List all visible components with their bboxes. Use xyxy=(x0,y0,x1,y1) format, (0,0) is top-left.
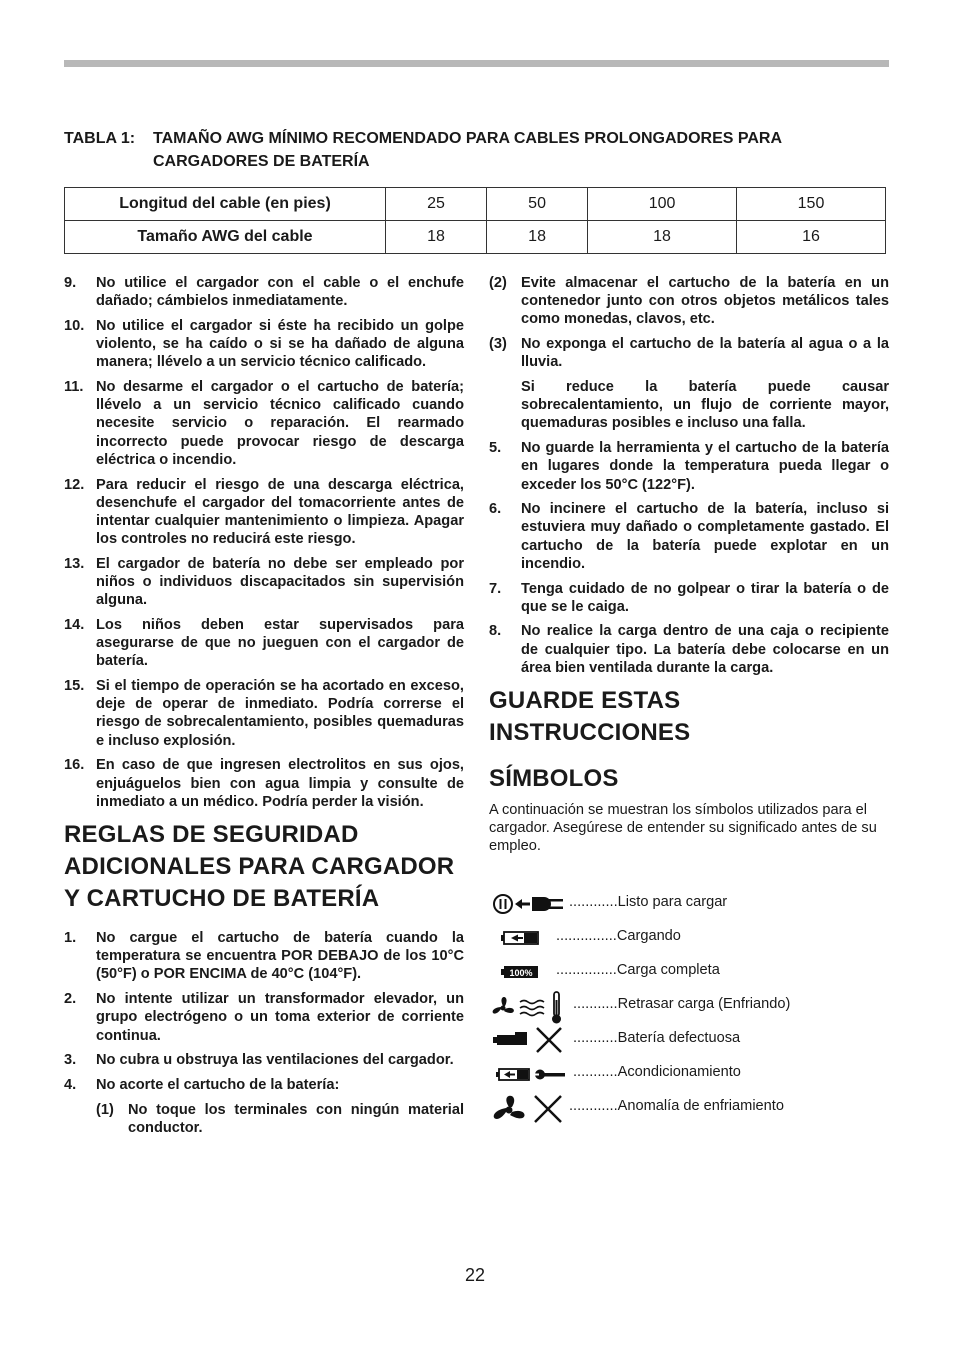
symbol-label: ...........Batería defectuosa xyxy=(573,1030,741,1046)
item-number: 11. xyxy=(64,379,84,396)
symbols-intro: A continuación se muestran los símbolos utilizados para el cargador. Asegúrese de entender su significado antes de su empleo. xyxy=(489,802,877,855)
table-cell: 25 xyxy=(386,188,487,221)
table-cell: 150 xyxy=(737,188,886,221)
list-item xyxy=(64,677,464,750)
table-cell: 18 xyxy=(386,221,487,254)
ready-to-charge-icon xyxy=(489,888,569,918)
item-text: No utilice el cargador si éste ha recibido un golpe violento, se ha caído o si se ha dañado de alguna manera; llévelo a un servicio técnico calificado. xyxy=(96,317,464,371)
item-text: No utilice el cargador con el cable o el enchufe dañado; cámbielos inmediatamente. xyxy=(96,275,464,310)
page-number: 22 xyxy=(465,1265,486,1285)
item-number: 3. xyxy=(64,1052,77,1069)
symbol-label: ...............Cargando xyxy=(556,928,681,944)
list-item xyxy=(489,580,889,616)
item-text: No intente utilizar un transformador elevador, un grupo electrógeno o un toma exterior de corriente continua. xyxy=(96,991,464,1044)
item-text: No incinere el cartucho de la batería, incluso si estuviera muy dañado o completamente gastado. El cartucho de la batería puede explotar en un incendio. xyxy=(521,501,889,572)
list-item xyxy=(64,317,464,372)
table-label: TABLA 1: xyxy=(64,130,136,147)
symbol-row xyxy=(489,888,909,918)
symbol-label: ...........Acondicionamiento xyxy=(573,1064,741,1080)
delay-charge-cooling-icon xyxy=(489,990,573,1026)
item-number: 15. xyxy=(64,678,85,695)
list-item xyxy=(64,1051,464,1069)
sub-number: (2) xyxy=(489,275,507,291)
item-number: 9. xyxy=(64,275,77,291)
symbol-row xyxy=(489,956,909,986)
left-column xyxy=(64,274,464,1144)
conditioning-icon xyxy=(489,1058,573,1090)
rule4-note: Si reduce la batería puede causar sobrecalentamiento, un flujo de corriente mayor, quemaduras posibles e incluso una falla. xyxy=(521,379,889,432)
table-cell: 100 xyxy=(588,188,737,221)
symbol-row xyxy=(489,1092,909,1122)
list-item xyxy=(64,756,464,811)
table-row xyxy=(65,221,886,254)
full-charge-badge: 100% xyxy=(509,968,533,978)
table-cell: 18 xyxy=(588,221,737,254)
symbol-row xyxy=(489,1058,909,1088)
symbol-label: ...........Retrasar carga (Enfriando) xyxy=(573,996,791,1012)
defective-battery-icon xyxy=(489,1024,573,1056)
item-number: 7. xyxy=(489,580,502,597)
symbol-label: ...............Carga completa xyxy=(556,962,720,978)
item-text: No guarde la herramienta y el cartucho de la batería en lugares donde la temperatura pueda llegar o exceder los 50°C (122°F). xyxy=(521,440,889,493)
item-number: 12. xyxy=(64,476,85,493)
list-item xyxy=(64,929,464,984)
item-text: No cubra u obstruya las ventilaciones del cargador. xyxy=(96,1052,454,1069)
item-number: 2. xyxy=(64,991,77,1008)
symbol-row xyxy=(489,990,909,1020)
list-item xyxy=(64,378,464,469)
sub-number: (1) xyxy=(96,1101,114,1118)
sub-item xyxy=(64,1101,464,1137)
item-number: 14. xyxy=(64,616,85,633)
item-text: No desarme el cargador o el cartucho de batería; llévelo a un servicio técnico calificado cuando necesite servicio o reparación. El rearmado incorrecto puede provocar riesgo de descarga eléctrica o incendio. xyxy=(96,379,464,468)
table-cell: 18 xyxy=(487,221,588,254)
list-item xyxy=(64,990,464,1045)
item-text: Para reducir el riesgo de una descarga eléctrica, desenchufe el cargador del tomacorriente antes de intentar cualquier mantenimiento o limpieza. Apagar los controles no reducirá este riesgo. xyxy=(96,476,464,548)
item-text: No cargue el cartucho de batería cuando la temperatura se encuentra POR DEBAJO de los 10°C (50°F) o POR ENCIMA de 40°C (104°F). xyxy=(96,929,464,983)
list-item xyxy=(489,622,889,677)
awg-table xyxy=(64,187,886,254)
list-item xyxy=(64,616,464,671)
item-number: 6. xyxy=(489,501,502,518)
save-heading: GUARDE ESTAS INSTRUCCIONES xyxy=(489,687,691,747)
list-item xyxy=(64,476,464,549)
table-cell: 16 xyxy=(737,221,886,254)
symbol-label: ............Anomalía de enfriamiento xyxy=(569,1098,784,1114)
sub-number: (3) xyxy=(489,336,507,353)
symbols-heading: SÍMBOLOS xyxy=(489,765,619,793)
row-header-length: Longitud del cable (en pies) xyxy=(65,188,386,221)
item-number: 8. xyxy=(489,623,502,640)
item-text: Los niños deben estar supervisados para asegurarse de que no jueguen con el cargador de batería. xyxy=(96,616,464,670)
item-number: 10. xyxy=(64,317,85,334)
list-item xyxy=(489,500,889,573)
cooling-fault-icon xyxy=(489,1092,573,1128)
item-number: 5. xyxy=(489,440,502,457)
table-row xyxy=(65,188,886,221)
section-heading: REGLAS DE SEGURIDAD ADICIONALES PARA CARGADOR Y CARTUCHO DE BATERÍA xyxy=(64,820,455,912)
sub-text: No toque los terminales con ningún material conductor. xyxy=(128,1101,464,1136)
row-header-awg: Tamaño AWG del cable xyxy=(65,221,386,254)
list-item xyxy=(64,274,464,310)
sub-item xyxy=(489,274,889,329)
item-text: Tenga cuidado de no golpear o tirar la batería o de que se le caiga. xyxy=(521,580,889,615)
item-number: 16. xyxy=(64,757,85,774)
list-item xyxy=(489,439,889,494)
item-text: El cargador de batería no debe ser empleado por niños o individuos discapacitados sin supervisión alguna. xyxy=(96,555,464,609)
symbol-row xyxy=(489,1024,909,1054)
sub-text: No exponga el cartucho de la batería al agua o a la lluvia. xyxy=(521,336,889,371)
right-column xyxy=(489,274,889,856)
table-cell: 50 xyxy=(487,188,588,221)
item-text: Si el tiempo de operación se ha acortado en exceso, deje de operar de inmediato. Podría correrse el riesgo de sobrecalentamiento, posibles quemaduras e incluso explosión. xyxy=(96,678,464,749)
item-number: 1. xyxy=(64,929,77,946)
item-number: 13. xyxy=(64,555,85,572)
sub-item xyxy=(489,335,889,371)
symbol-label: ............Listo para cargar xyxy=(569,894,728,910)
item-number: 4. xyxy=(64,1076,77,1093)
item-text: No acorte el cartucho de la batería: xyxy=(96,1076,340,1093)
symbol-row xyxy=(489,922,909,952)
sub-text: Evite almacenar el cartucho de la batería en un contenedor junto con otros objetos metálicos tales como monedas, clavos, etc. xyxy=(521,275,889,328)
item-text: No realice la carga dentro de una caja o recipiente de cualquier tipo. La batería debe colocarse en un área bien ventilada durante la carga. xyxy=(521,623,889,676)
item-text: En caso de que ingresen electrolitos en sus ojos, enjuáguelos bien con agua limpia y consulte de inmediato a un médico. Podría perder la visión. xyxy=(96,757,464,810)
header-rule xyxy=(64,60,889,67)
list-item xyxy=(64,555,464,610)
list-item xyxy=(64,1076,464,1094)
table-title: TAMAÑO AWG MÍNIMO RECOMENDADO PARA CABLES PROLONGADORES PARA CARGADORES DE BATERÍA xyxy=(153,130,782,170)
